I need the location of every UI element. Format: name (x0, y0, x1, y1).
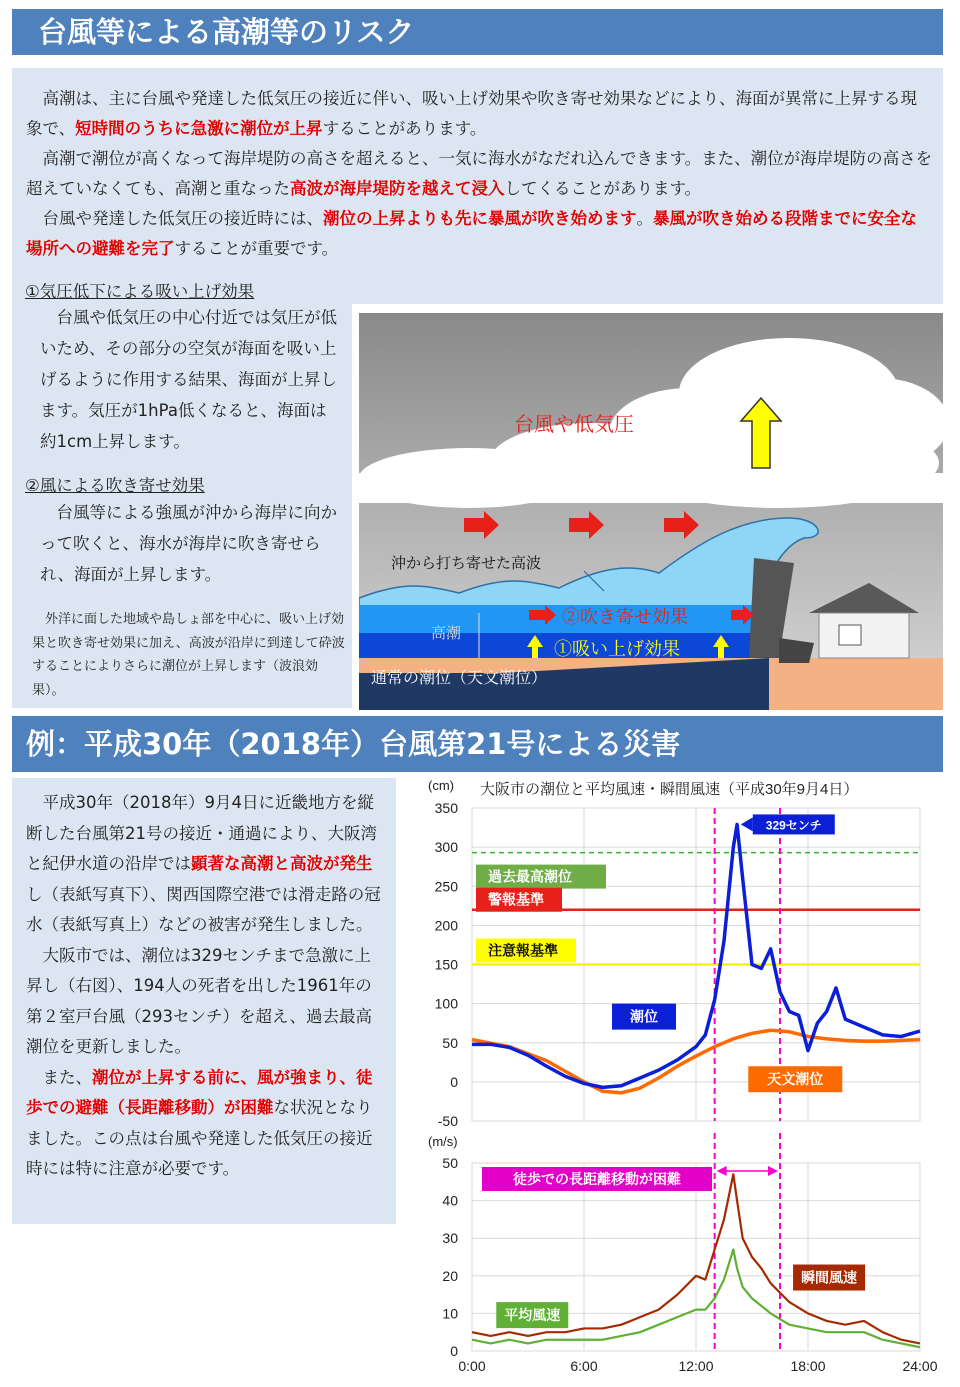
intro-paragraph-3: 台風や発達した低気圧の接近時には、潮位の上昇よりも先に暴風が吹き始めます。暴風が吹き始める段階までに安全な場所への避難を完了することが重要です。 (26, 209, 917, 258)
reference-label: 過去最高潮位 (488, 868, 572, 885)
intro-paragraph-2: 高潮で潮位が高くなって海岸堤防の高さを超えると、一気に海水がなだれ込んできます。また、潮位が海岸堤防の高さを超えていなくても、高潮と重なった高波が海岸堤防を越えて浸入してくることがあります。 (26, 149, 933, 198)
tide-y-tick: -50 (437, 1113, 458, 1129)
wind-y-tick: 30 (442, 1230, 458, 1247)
example-paragraph-1: 平成30年（2018年）9月4日に近畿地方を縦断した台風第21号の接近・通過により、大阪湾と紀伊水道の沿岸では顕著な高潮と高波が発生し（表紙写真下）、関西国際空港では滑走路の冠水（表紙写真上）などの被害が発生しました。 (26, 793, 381, 934)
tide-y-unit: (cm) (428, 778, 454, 793)
cloud-label: 台風や低気圧 (514, 414, 634, 436)
chart-title: 大阪市の潮位と平均風速・瞬間風速（平成30年9月4日） (480, 781, 859, 798)
house (819, 613, 909, 658)
section-header-risk: 台風等による高潮等のリスク (12, 9, 943, 55)
wind-y-tick: 10 (442, 1305, 458, 1322)
suiage-text: 台風や低気圧の中心付近では気圧が低いため、その部分の空気が海面を吸い上げるように作用する結果、海面が上昇します。気圧が1hPa低くなると、海面は約1cm上昇します。 (40, 308, 337, 451)
effects-explanation-box (12, 268, 352, 708)
wind-y-unit: (m/s) (428, 1134, 458, 1149)
tide-y-tick: 0 (450, 1073, 458, 1090)
reference-label: 警報基準 (488, 891, 544, 908)
wind-x-tick: 24:00 (902, 1358, 938, 1374)
intro-paragraph-1: 高潮は、主に台風や発達した低気圧の接近に伴い、吸い上げ効果や吹き寄せ効果などにより、海面が異常に上昇する現象で、短時間のうちに急激に潮位が上昇することがあります。 (26, 89, 917, 138)
tide-y-tick: 100 (434, 995, 458, 1012)
fukiyose-label: ②吹き寄せ効果 (562, 607, 688, 627)
example-paragraph-3: また、潮位が上昇する前に、風が強まり、徒歩での避難（長距離移動）が困難な状況となりました。この点は台風や発達した低気圧の接近時には特に注意が必要です。 (26, 1067, 373, 1178)
wind-x-tick: 12:00 (678, 1358, 714, 1374)
wave-label: 沖から打ち寄せた高波 (391, 555, 542, 572)
wind-x-tick: 0:00 (458, 1358, 486, 1374)
takashio-label: 高潮 (431, 625, 462, 642)
tide-y-tick: 150 (434, 956, 458, 973)
suiage-title: ①気圧低下による吸い上げ効果 (25, 282, 255, 301)
tide-y-tick: 200 (434, 917, 458, 934)
example-box (12, 778, 396, 1224)
gust-label: 瞬間風速 (801, 1269, 858, 1286)
wind-y-tick: 0 (450, 1343, 458, 1359)
wind-chart (442, 1133, 937, 1374)
example-paragraph-2: 大阪市では、潮位は329センチまで急激に上昇し（右図）、194人の死者を出した1961年の第２室戸台風（293センチ）を超え、過去最高潮位を更新しました。 (26, 945, 372, 1056)
fukiyose-title: ②風による吹き寄せ効果 (25, 476, 205, 495)
fukiyose-text: 台風等による強風が沖から海岸に向かって吹くと、海水が海岸に吹き寄せられ、海面が上昇します。 (40, 503, 337, 584)
storm-surge-illustration (359, 313, 943, 710)
tide-wind-charts (400, 776, 955, 1381)
section-header-example: 例：平成30年（2018年）台風第21号による災害 (12, 716, 943, 772)
tide-y-tick: 250 (434, 878, 458, 895)
normal-tide-label: 通常の潮位（天文潮位） (371, 670, 548, 687)
wind-y-tick: 50 (442, 1155, 458, 1171)
wave-effect-note: 外洋に面した地域や島しょ部を中心に、吸い上げ効果と吹き寄せ効果に加え、高波が沿岸に到達して砕波することによりさらに潮位が上昇します（波浪効果）。 (32, 612, 345, 698)
tide-chart (435, 800, 920, 1129)
reference-label: 注意報基準 (488, 942, 558, 959)
mean-wind-label: 平均風速 (504, 1307, 561, 1324)
suiage-label: ①吸い上げ効果 (554, 639, 680, 659)
astro-series-label: 天文潮位 (767, 1071, 824, 1088)
tide-y-tick: 300 (434, 839, 458, 856)
wind-y-tick: 20 (442, 1267, 458, 1284)
wind-x-tick: 18:00 (790, 1358, 826, 1374)
wind-x-tick: 6:00 (570, 1358, 598, 1374)
tide-y-tick: 50 (442, 1034, 458, 1051)
tide-y-tick: 350 (434, 800, 458, 816)
interval-label: 徒歩での長距離移動が困難 (513, 1171, 681, 1187)
tide-series-label: 潮位 (630, 1008, 658, 1025)
wind-y-tick: 40 (442, 1192, 458, 1209)
peak-label: 329センチ (765, 818, 822, 833)
